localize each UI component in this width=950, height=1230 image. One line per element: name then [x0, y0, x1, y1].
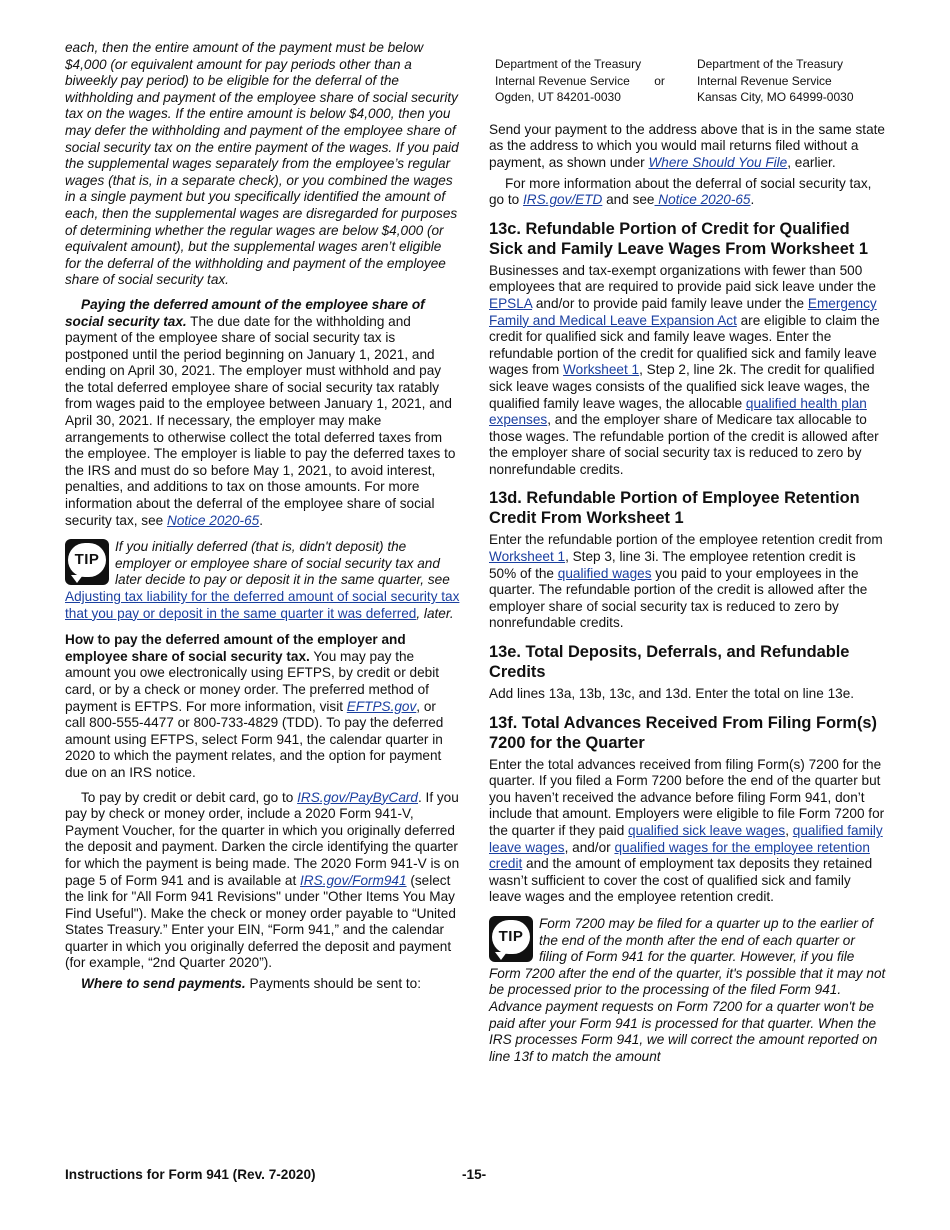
- irs-etd-link[interactable]: IRS.gov/ETD: [523, 192, 603, 208]
- tip-icon: TIP: [489, 916, 533, 962]
- paybycard-link[interactable]: IRS.gov/PayByCard: [297, 789, 418, 805]
- where-to-send-heading: Where to send payments.: [81, 976, 246, 992]
- adjusting-tax-liability-link[interactable]: Adjusting tax liability for the deferred amount of social security tax that you pay or deposit in the same quarter it was deferred: [65, 589, 460, 621]
- notice-2020-65-link-right[interactable]: Notice 2020-65: [654, 192, 751, 208]
- worksheet-1-link-13d[interactable]: Worksheet 1: [489, 549, 566, 565]
- qualified-wages-link[interactable]: qualified wages: [557, 565, 652, 581]
- footer-form-title: Instructions for Form 941 (Rev. 7-2020): [65, 1167, 316, 1182]
- eftps-link[interactable]: EFTPS.gov: [346, 698, 417, 714]
- heading-13c: 13c. Refundable Portion of Credit for Qualified Sick and Family Leave Wages From Worksheet 1: [489, 219, 868, 258]
- qualified-family-leave-wages-link[interactable]: qualified family leave wages: [489, 823, 883, 855]
- paying-deferred-paragraph: Paying the deferred amount of the employee share of social security tax. The due date for the withholding and payment of the employee share of social security tax is postponed until the period beginning on January 1, 2021, and ending on April 30, 2021. The employer must withhold and pay the total deferred employee share of social security tax ratably from wages paid to the employee between January 1, 2021, and April 30, 2021. If necessary, the employer may make arrangements to otherwise collect the total deferred taxes from the employee. The employer is liable to pay the deferred taxes to the IRS and must do so before May 1, 2021, to avoid interest, penalties, and additions to tax on those amounts. For more information about the deferral of the employee share of social security tax, see Notice 2020-65.: [65, 296, 456, 528]
- mailing-addresses: [495, 56, 886, 106]
- paying-deferred-heading: Paying the deferred amount of the employee share of social security tax.: [65, 296, 425, 329]
- paragraph-13c: Businesses and tax-exempt organizations with fewer than 500 employees that are required to provide paid sick leave under the EPSLA and/or to provide paid family leave under the Emergency Family and Medical Leave Expansion Act are eligible to claim the credit for qualified sick and family leave wages. Enter the refundable portion of the credit for qualified sick and family leave wages from Worksheet 1, Step 2, line 2k. The credit for qualified sick leave wages consists of the qualified sick leave wages, the qualified family leave wages, the allocable qualified health plan expenses, and the employer share of Medicare tax allocable to those wages. The refundable portion of the credit is allowed after the employer share of social security tax is reduced to zero by nonrefundable credits.: [489, 262, 880, 477]
- tip-text: If you initially deferred (that is, didn't deposit) the employer or employee share of social security tax and later decide to pay or deposit it in the same quarter, see Adjusting tax liability for the deferred amount of social security tax that you pay or deposit in the same quarter it was deferred, later.: [65, 539, 460, 621]
- tip-icon: TIP: [65, 539, 109, 585]
- right-column: [489, 48, 886, 1075]
- tip-box-deferral: [65, 539, 460, 622]
- notice-2020-65-link[interactable]: Notice 2020-65: [167, 512, 260, 528]
- send-payment-paragraph: Send your payment to the address above that is in the same state as the address to which you would mail returns filed without a payment, as shown under Where Should You File, earlier.: [489, 121, 885, 170]
- qualified-wages-retention-credit-link[interactable]: qualified wages for the employee retention credit: [489, 839, 870, 872]
- intro-paragraph: each, then the entire amount of the payment must be below $4,000 (or equivalent amount for pay periods other than a biweekly pay period) to be eligible for the deferral of the withholding and payment of the employee share of social security tax on the wages. If the entire amount is below $4,000, then you may defer the withholding and payment of the employee share of social security tax on the entire payment of the wages. If you paid the supplemental wages separately from the employee’s regular wages (that is, in a separate check), or you combined the wages in a single payment but you specifically identified the amount of each, then the supplemental wages are disregarded for purposes of determining whether the regular wages are below $4,000 (or equivalent amount), but the supplemental wages aren’t eligible for the deferral of the withholding and payment of the employee share of social security tax.: [65, 40, 459, 288]
- paragraph-13d: Enter the refundable portion of the employee retention credit from Worksheet 1, Step 3, line 3i. The employee retention credit is 50% of the qualified wages you paid to your employees in the quarter. The refundable portion of the credit is allowed after the employer share of social security tax is reduced to zero by nonrefundable credits.: [489, 532, 883, 631]
- left-column: [65, 40, 460, 1001]
- address-kansas-city: Department of the Treasury Internal Revenue Service Kansas City, MO 64999-0030: [696, 57, 854, 105]
- card-payment-paragraph: To pay by credit or debit card, go to IRS.gov/PayByCard. If you pay by check or money order, include a 2020 Form 941-V, Payment Voucher, for the quarter in which you originally deferred the deposit and payment. Darken the circle identifying the quarter for which the payment is being made. The 2020 Form 941-V is on page 5 of Form 941 and is available at IRS.gov/Form941 (select the link for "All Form 941 Revisions" under "Other Items You May Find Useful"). Make the check or money order payable to “United States Treasury.” Enter your EIN, “Form 941,” and the calendar quarter in which you originally deferred the deposit and payment (for example, “2nd Quarter 2020”).: [65, 789, 460, 971]
- paragraph-13e: Add lines 13a, 13b, 13c, and 13d. Enter the total on line 13e.: [489, 686, 855, 702]
- heading-13f: 13f. Total Advances Received From Filing Form(s) 7200 for the Quarter: [489, 713, 877, 752]
- epsla-link[interactable]: EPSLA: [489, 295, 533, 311]
- worksheet-1-link[interactable]: Worksheet 1: [563, 362, 640, 378]
- form941-link[interactable]: IRS.gov/Form941: [300, 872, 407, 888]
- tip-box-form-7200: [489, 916, 886, 1065]
- heading-13e: 13e. Total Deposits, Deferrals, and Refundable Credits: [489, 643, 850, 682]
- address-or: or: [654, 73, 665, 88]
- address-ogden: Department of the Treasury Internal Revenue Service Ogden, UT 84201-0030: [495, 57, 642, 105]
- efmlea-link[interactable]: Emergency Family and Medical Leave Expansion Act: [489, 295, 877, 328]
- qualified-sick-leave-wages-link[interactable]: qualified sick leave wages: [628, 823, 786, 838]
- more-info-paragraph: For more information about the deferral of social security tax, go to IRS.gov/ETD and see Notice 2020-65.: [489, 175, 872, 208]
- qualified-health-plan-expenses-link[interactable]: qualified health plan expenses: [489, 395, 867, 428]
- how-to-pay-paragraph: How to pay the deferred amount of the employer and employee share of social security tax. You may pay the amount you owe electronically using EFTPS, by credit or debit card, or by a check or money order. The preferred method of payment is EFTPS. For more information, visit EFTPS.gov, or call 800-555-4477 or 800-733-4829 (TDD). To pay the deferred amount using EFTPS, select Form 941, the calendar quarter in 2020 to which the payment relates, and the option for payment due on an IRS notice.: [65, 632, 444, 780]
- where-should-you-file-link[interactable]: Where Should You File: [648, 154, 788, 170]
- heading-13d: 13d. Refundable Portion of Employee Retention Credit From Worksheet 1: [489, 489, 860, 528]
- where-to-send-paragraph: Where to send payments. Payments should be sent to:: [81, 976, 421, 992]
- paragraph-13f: Enter the total advances received from filing Form(s) 7200 for the quarter. If you filed a Form 7200 before the end of the quarter but you haven’t received the advance before filing Form 941, don’t include that amount. Employers were eligible to file Form 7200 for the quarter if they paid qualified sick leave wages, qualified family leave wages, and/or qualified wages for the employee retention credit and the amount of employment tax deposits they retained wasn’t sufficient to cover the cost of qualified sick and family leave wages and the employee retention credit.: [489, 756, 885, 905]
- how-to-pay-heading: How to pay the deferred amount of the employer and employee share of social security tax.: [65, 632, 406, 664]
- page-number: -15-: [462, 1167, 487, 1182]
- tip-text: Form 7200 may be filed for a quarter up to the earlier of the end of the month after the end of each quarter or filing of Form 941 for the quarter. However, if you file Form 7200 after the end of the quarter, it's possible that it may not be processed prior to the processing of the filed Form 941. Advance payment requests on Form 7200 for a quarter won't be paid after your Form 941 is processed for that quarter. When the IRS processes Form 941, we will correct the amount reported on line 13f to match the amount: [489, 915, 886, 1064]
